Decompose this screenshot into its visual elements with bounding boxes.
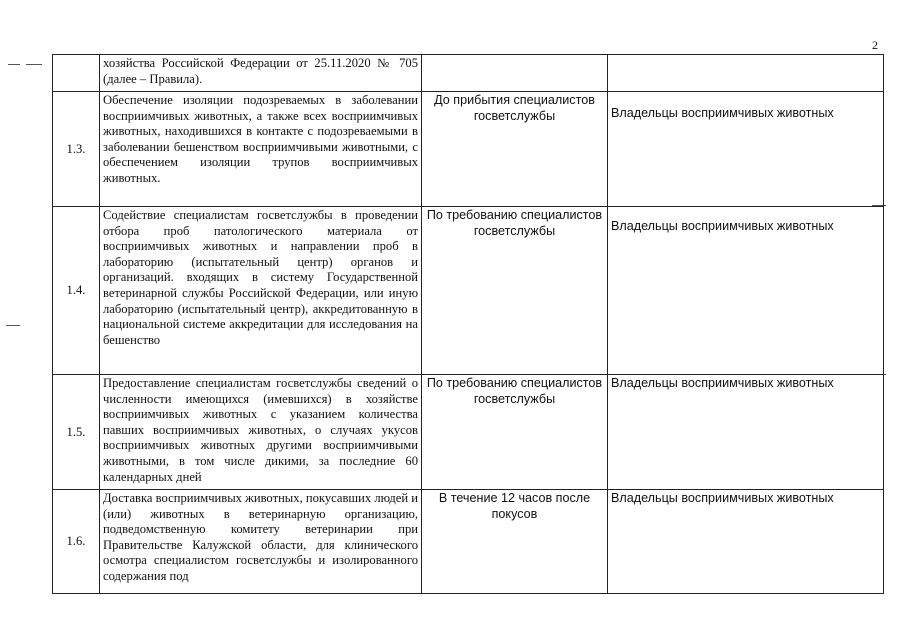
row-term: По требованию специалистов госветслужбы bbox=[422, 375, 608, 490]
page-number: 2 bbox=[872, 38, 878, 52]
row-number: 1.5. bbox=[53, 375, 100, 490]
table-row bbox=[53, 55, 884, 92]
row-number bbox=[53, 55, 100, 92]
row-term: В течение 12 часов после покусов bbox=[422, 490, 608, 594]
row-description: хозяйства Российской Федерации от 25.11.2020 № 705 (далее – Правила). bbox=[100, 55, 422, 92]
row-description: Содействие специалистам госветслужбы в проведении отбора проб патологического материала от восприимчивых животных и направлении проб в лабораторию (испытательный центр) органов и организаций. входящих в систему Государственной ветеринарной службы Российской Федерации, или иную лабораторию (испытательный центр), аккредитованную в национальной системе аккредитации для исследования на бешенство bbox=[100, 207, 422, 375]
table-row bbox=[53, 490, 884, 594]
row-term bbox=[422, 55, 608, 92]
row-number: 1.6. bbox=[53, 490, 100, 594]
row-responsible: Владельцы восприимчивых животных bbox=[608, 92, 884, 207]
row-term: До прибытия специалистов госветслужбы bbox=[422, 92, 608, 207]
row-responsible: Владельцы восприимчивых животных bbox=[608, 207, 884, 375]
row-term: По требованию специалистов госветслужбы bbox=[422, 207, 608, 375]
row-description: Обеспечение изоляции подозреваемых в заболевании восприимчивых животных, а также всех восприимчивых животных, находившихся в контакте с подозреваемыми в заболевании бешенством восприимчивыми животными, с обеспечением изоляции трупов восприимчивых животных. bbox=[100, 92, 422, 207]
row-description: Доставка восприимчивых животных, покусавших людей и (или) животных в ветеринарную организацию, подведомственную комитету ветеринарии при Правительстве Калужской области, для клинического осмотра специалистом госветслужбы и изолированного содержания под bbox=[100, 490, 422, 594]
row-number: 1.4. bbox=[53, 207, 100, 375]
row-responsible bbox=[608, 55, 884, 92]
row-description: Предоставление специалистам госветслужбы сведений о численности имеющихся (имевшихся) в хозяйстве восприимчивых животных с указанием количества павших восприимчивых животных, о случаях укусов восприимчивых животных другими восприимчивыми животными, в том числе дикими, за последние 60 календарных дней bbox=[100, 375, 422, 490]
measures-table bbox=[52, 54, 884, 594]
table-row bbox=[53, 92, 884, 207]
row-responsible: Владельцы восприимчивых животных bbox=[608, 375, 884, 490]
scan-artifact-line bbox=[26, 64, 42, 65]
row-number: 1.3. bbox=[53, 92, 100, 207]
row-responsible: Владельцы восприимчивых животных bbox=[608, 490, 884, 594]
scan-artifact-line bbox=[8, 64, 20, 65]
table-row bbox=[53, 207, 884, 375]
scan-artifact-line bbox=[6, 325, 20, 326]
table-row bbox=[53, 375, 884, 490]
